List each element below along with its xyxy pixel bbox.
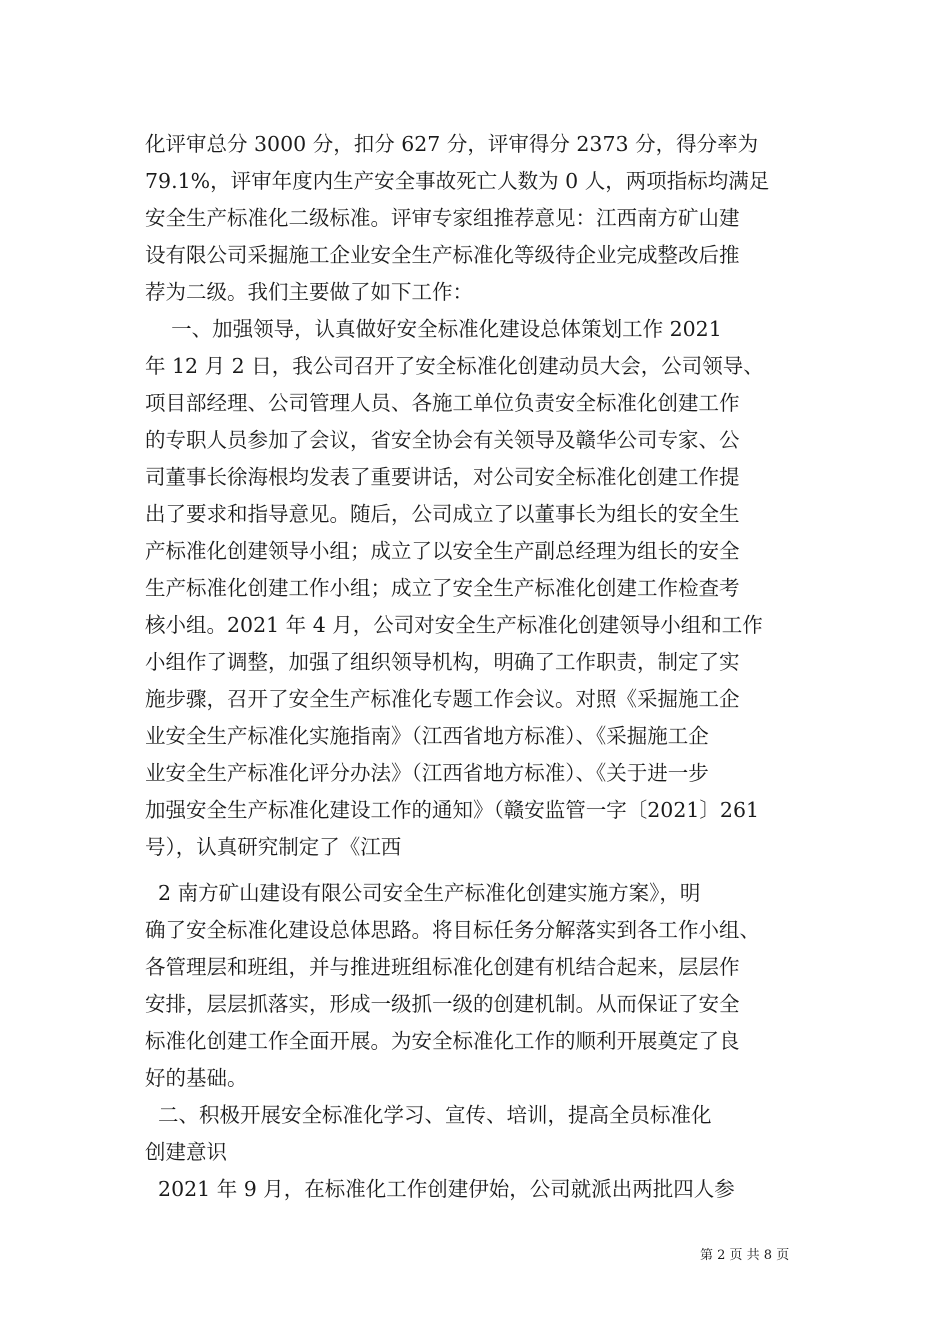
paragraph-gap: [145, 866, 815, 875]
page-number: 第 2 页 共 8 页: [700, 1248, 790, 1263]
text-line: 业安全生产标准化实施指南》（江西省地方标准）、《采掘施工企: [145, 724, 709, 748]
section-heading-line: 二、积极开展安全标准化学习、宣传、培训，提高全员标准化: [145, 1103, 712, 1127]
text-line: 司董事长徐海根均发表了重要讲话，对公司安全标准化创建工作提: [145, 465, 740, 489]
text-line: 小组作了调整，加强了组织领导机构，明确了工作职责，制定了实: [145, 650, 740, 674]
text-line: 化评审总分 3000 分，扣分 627 分，评审得分 2373 分，得分率为: [145, 132, 759, 156]
text-line: 号），认真研究制定了《江西: [145, 835, 402, 859]
text-line: 的专职人员参加了会议，省安全协会有关领导及赣华公司专家、公: [145, 428, 740, 452]
text-line: 2021 年 9 月，在标准化工作创建伊始，公司就派出两批四人参: [145, 1177, 735, 1201]
text-line: 79.1%，评审年度内生产安全事故死亡人数为 0 人，两项指标均满足: [145, 169, 770, 193]
text-line: 出了要求和指导意见。随后，公司成立了以董事长为组长的安全生: [145, 502, 740, 526]
text-line: 生产标准化创建工作小组；成立了安全生产标准化创建工作检查考: [145, 576, 740, 600]
text-line: 产标准化创建领导小组；成立了以安全生产副总经理为组长的安全: [145, 539, 740, 563]
text-line: 荐为二级。我们主要做了如下工作：: [145, 280, 473, 304]
text-line: 设有限公司采掘施工企业安全生产标准化等级待企业完成整改后推: [145, 243, 740, 267]
paragraph-heading-line: 一、加强领导，认真做好安全标准化建设总体策划工作 2021: [145, 317, 722, 341]
text-line: 加强安全生产标准化建设工作的通知》（赣安监管一字〔2021〕261: [145, 798, 760, 822]
text-line: 确了安全标准化建设总体思路。将目标任务分解落实到各工作小组、: [145, 918, 760, 942]
document-body: [145, 126, 815, 1208]
text-line: 安排，层层抓落实，形成一级抓一级的创建机制。从而保证了安全: [145, 992, 740, 1016]
text-line: 业安全生产标准化评分办法》（江西省地方标准）、《关于进一步: [145, 761, 709, 785]
section-heading-line: 创建意识: [145, 1140, 227, 1164]
text-line: 2 南方矿山建设有限公司安全生产标准化创建实施方案》，明: [145, 881, 701, 905]
text-line: 安全生产标准化二级标准。评审专家组推荐意见：江西南方矿山建: [145, 206, 740, 230]
text-line: 好的基础。: [145, 1066, 248, 1090]
text-line: 核小组。2021 年 4 月，公司对安全生产标准化创建领导小组和工作: [145, 613, 763, 637]
text-line: 施步骤，召开了安全生产标准化专题工作会议。对照《采掘施工企: [145, 687, 740, 711]
text-line: 标准化创建工作全面开展。为安全标准化工作的顺利开展奠定了良: [145, 1029, 740, 1053]
text-line: 各管理层和班组，并与推进班组标准化创建有机结合起来，层层作: [145, 955, 740, 979]
text-line: 项目部经理、公司管理人员、各施工单位负责安全标准化创建工作: [145, 391, 740, 415]
text-line: 年 12 月 2 日，我公司召开了安全标准化创建动员大会，公司领导、: [145, 354, 764, 378]
